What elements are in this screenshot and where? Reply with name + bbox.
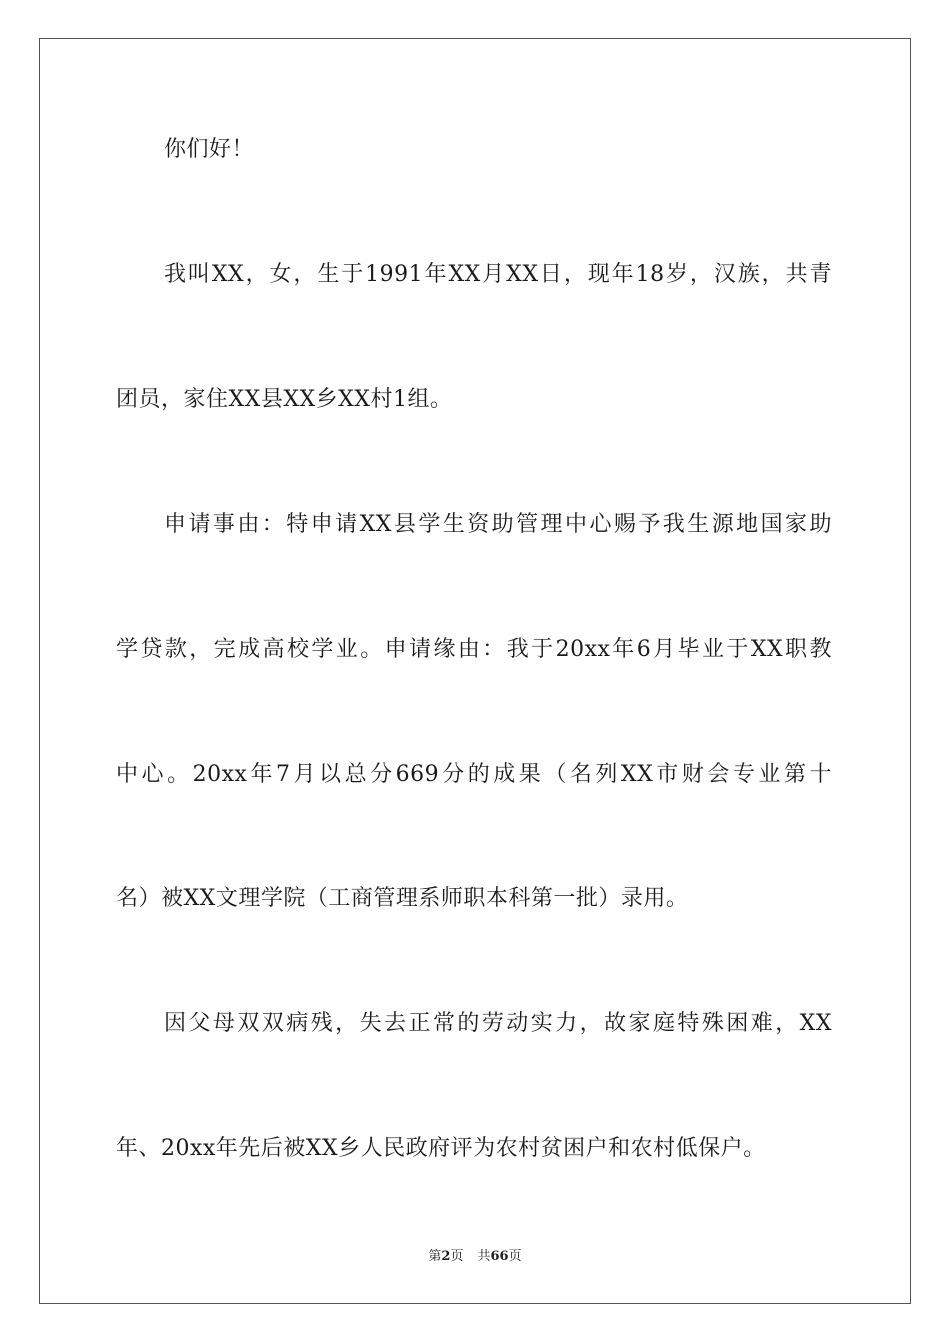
paragraph-line: 因父母双双病残，失去正常的劳动实力，故家庭特殊困难，XX [164, 1011, 832, 1036]
total-suffix: 页 [508, 1249, 522, 1264]
paragraph-line: 名）被XX文理学院（工商管理系师职本科第一批）录用。 [116, 886, 689, 911]
paragraph-line: 团员，家住XX县XX乡XX村1组。 [116, 387, 453, 412]
page-footer [0, 1248, 950, 1266]
paragraph-line: 我叫XX，女，生于1991年XX月XX日，现年18岁，汉族，共青 [164, 262, 832, 287]
total-prefix: 共 [477, 1249, 491, 1264]
greeting-line: 你们好！ [164, 137, 255, 162]
page-frame [39, 38, 911, 1304]
total-pages: 66 [490, 1249, 509, 1264]
paragraph-line: 中心。20xx年7月以总分669分的成果（名列XX市财会专业第十 [116, 762, 832, 787]
page-prefix: 第 [428, 1249, 442, 1264]
page-suffix: 页 [450, 1249, 464, 1264]
paragraph-line: 申请事由：特申请XX县学生资助管理中心赐予我生源地国家助 [164, 512, 832, 537]
paragraph-line: 学贷款，完成高校学业。申请缘由：我于20xx年6月毕业于XX职教 [116, 637, 832, 662]
page-number: 2 [441, 1249, 451, 1264]
paragraph-line: 年、20xx年先后被XX乡人民政府评为农村贫困户和农村低保户。 [116, 1136, 766, 1161]
